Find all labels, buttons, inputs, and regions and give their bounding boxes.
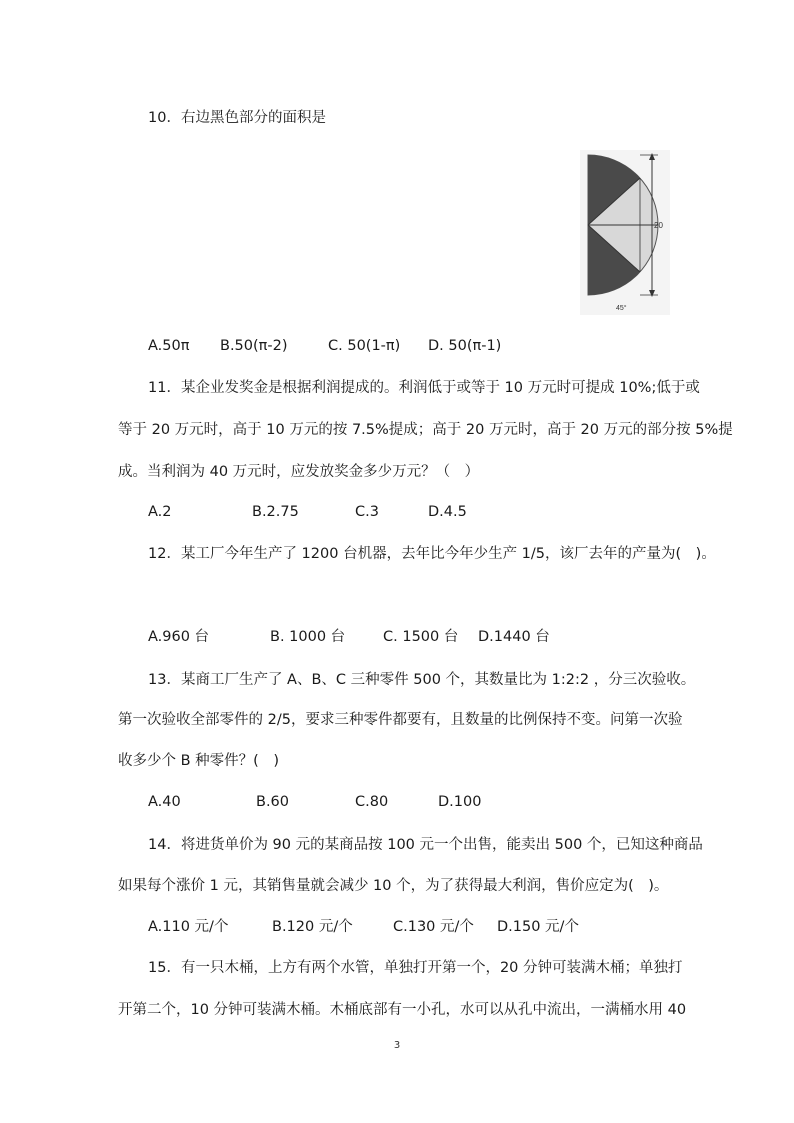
q13-text-line-3: 收多少个 B 种零件？( ) — [118, 753, 279, 769]
q13-option-b: B.60 — [256, 794, 290, 810]
page-number: 3 — [393, 1040, 401, 1051]
q11-text-line-1: 11．某企业发奖金是根据利润提成的。利润低于或等于 10 万元时可提成 10%;低于或 — [148, 380, 700, 396]
semicircle-diagram — [580, 150, 670, 315]
q14-option-a: A.110 元/个 — [148, 919, 229, 935]
q10-option-c: C. 50(1-π) — [328, 338, 401, 354]
q14-option-c: C.130 元/个 — [393, 919, 474, 935]
q10-option-b: B.50(π-2) — [220, 338, 288, 354]
q12-option-a: A.960 台 — [148, 629, 210, 645]
q14-text-line-2: 如果每个涨价 1 元，其销售量就会减少 10 个，为了获得最大利润，售价应定为( )。 — [118, 878, 669, 894]
q14-text-line-1: 14．将进货单价为 90 元的某商品按 100 元一个出售，能卖出 500 个，已知这种商品 — [148, 837, 703, 853]
q12-option-d: D.1440 台 — [478, 629, 550, 645]
q13-option-a: A.40 — [148, 794, 181, 810]
q10-option-d: D. 50(π-1) — [428, 338, 502, 354]
q11-option-b: B.2.75 — [252, 504, 299, 520]
q11-option-d: D.4.5 — [428, 504, 467, 520]
q15-text-line-1: 15．有一只木桶，上方有两个水管，单独打开第一个，20 分钟可装满木桶；单独打 — [148, 960, 683, 976]
q12-option-c: C. 1500 台 — [383, 629, 459, 645]
q10-text: 10．右边黑色部分的面积是 — [148, 110, 326, 126]
q13-option-d: D.100 — [438, 794, 482, 810]
q12-text: 12．某工厂今年生产了 1200 台机器，去年比今年少生产 1/5，该厂去年的产量为( )。 — [148, 546, 716, 562]
q13-text-line-2: 第一次验收全部零件的 2/5，要求三种零件都要有，且数量的比例保持不变。问第一次验 — [118, 712, 683, 728]
q11-text-line-3: 成。当利润为 40 万元时，应发放奖金多少万元？（ ） — [118, 464, 480, 480]
q13-text-line-1: 13．某商工厂生产了 A、B、C 三种零件 500 个，其数量比为 1:2:2 ，分三次验收。 — [148, 672, 696, 688]
q15-text-line-2: 开第二个，10 分钟可装满木桶。木桶底部有一小孔，水可以从孔中流出，一满桶水用 40 — [118, 1002, 687, 1018]
semicircle-figure — [580, 150, 670, 315]
q14-option-b: B.120 元/个 — [272, 919, 353, 935]
q11-option-c: C.3 — [355, 504, 379, 520]
q11-text-line-2: 等于 20 万元时，高于 10 万元的按 7.5%提成；高于 20 万元时，高于 20 万元的部分按 5%提 — [118, 422, 733, 438]
q14-option-d: D.150 元/个 — [497, 919, 579, 935]
q12-option-b: B. 1000 台 — [270, 629, 346, 645]
angle-label: 45° — [616, 305, 627, 312]
q11-option-a: A.2 — [148, 504, 172, 520]
q10-option-a: A.50π — [148, 338, 190, 354]
dimension-label: 20 — [654, 221, 663, 230]
q13-option-c: C.80 — [355, 794, 389, 810]
